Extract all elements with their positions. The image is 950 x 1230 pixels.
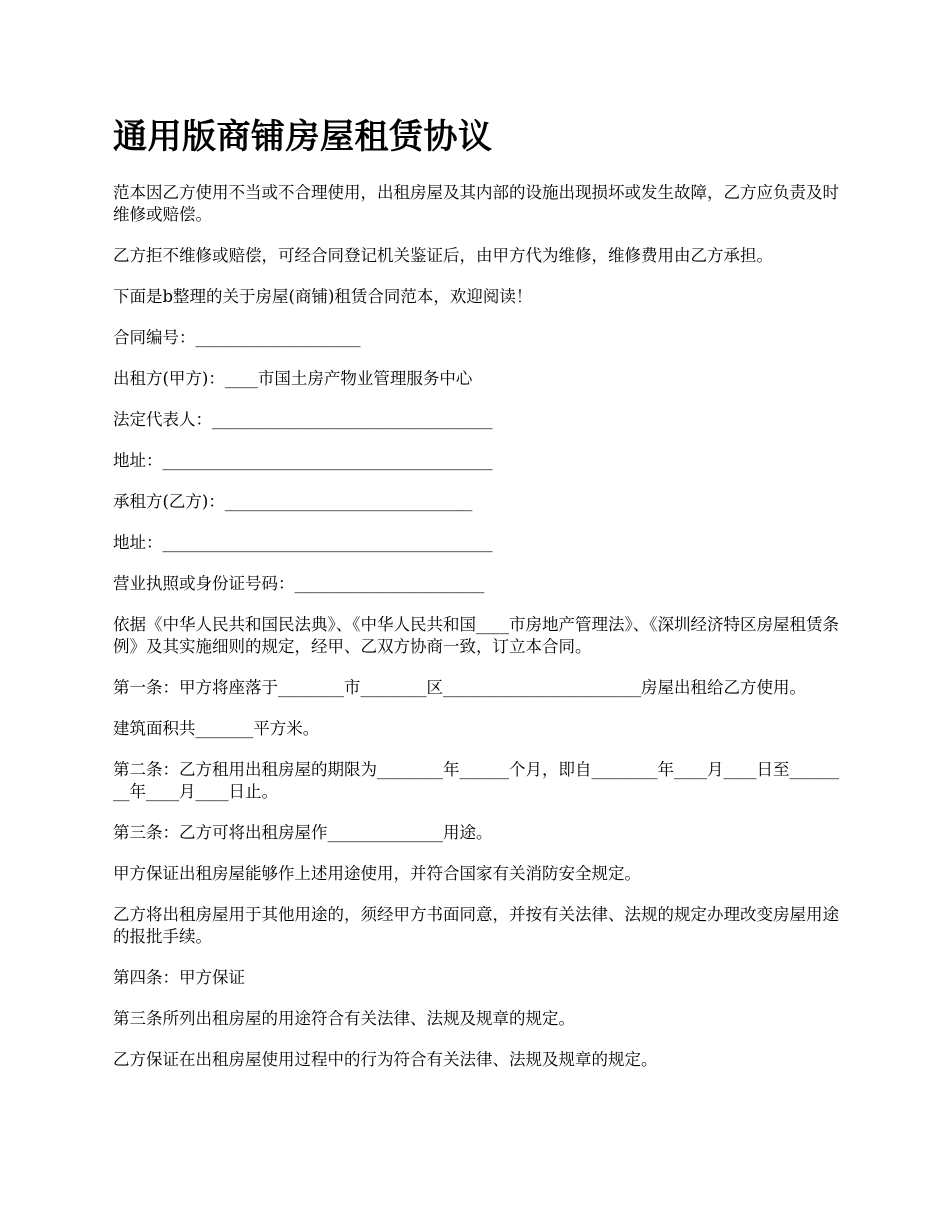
paragraph-use-compliance: 第三条所列出租房屋的用途符合有关法律、法规及规章的规定。 — [113, 1009, 575, 1028]
field-business-license: 营业执照或身份证号码：_______________________ — [113, 574, 485, 593]
paragraph-change-use: 乙方将出租房屋用于其他用途的，须经甲方书面同意，并按有关法律、法规的规定办理改变房屋用途的报批手续。 — [113, 905, 839, 946]
paragraph-lessee-guarantee: 乙方保证在出租房屋使用过程中的行为符合有关法律、法规及规章的规定。 — [113, 1050, 658, 1069]
paragraph-fire-safety: 甲方保证出租房屋能够作上述用途使用，并符合国家有关消防安全规定。 — [113, 864, 641, 883]
article-1: 第一条：甲方将座落于________市________区________________________房屋出租给乙方使用。 — [113, 678, 806, 697]
field-lessor-address: 地址：________________________________________ — [113, 451, 493, 470]
article-2: 第二条：乙方租用出租房屋的期限为________年______个月，即自________年____月____日至________年____月____日止。 — [113, 760, 839, 801]
field-lessor: 出租方(甲方)：____市国土房产物业管理服务中心 — [113, 369, 473, 388]
paragraph-intro: 下面是b整理的关于房屋(商铺)租赁合同范本，欢迎阅读！ — [113, 287, 533, 306]
document-title: 通用版商铺房屋租赁协议 — [113, 117, 493, 157]
paragraph-legal-basis: 依据《中华人民共和国民法典》、《中华人民共和国____市房地产管理法》、《深圳经济特区房屋租赁条例》及其实施细则的规定，经甲、乙双方协商一致，订立本合同。 — [113, 615, 839, 656]
paragraph-floor-area: 建筑面积共_______平方米。 — [113, 719, 320, 738]
paragraph-repair-responsibility: 范本因乙方使用不当或不合理使用，出租房屋及其内部的设施出现损坏或发生故障，乙方应负责及时维修或赔偿。 — [113, 183, 839, 224]
field-legal-representative: 法定代表人：__________________________________ — [113, 410, 493, 429]
field-contract-number: 合同编号：____________________ — [113, 328, 361, 347]
field-lessee: 承租方(乙方)：______________________________ — [113, 492, 473, 511]
paragraph-refuse-repair: 乙方拒不维修或赔偿，可经合同登记机关鉴证后，由甲方代为维修，维修费用由乙方承担。 — [113, 246, 773, 265]
article-4: 第四条：甲方保证 — [113, 968, 245, 987]
article-3: 第三条：乙方可将出租房屋作______________用途。 — [113, 823, 493, 842]
field-lessee-address: 地址：________________________________________ — [113, 533, 493, 552]
